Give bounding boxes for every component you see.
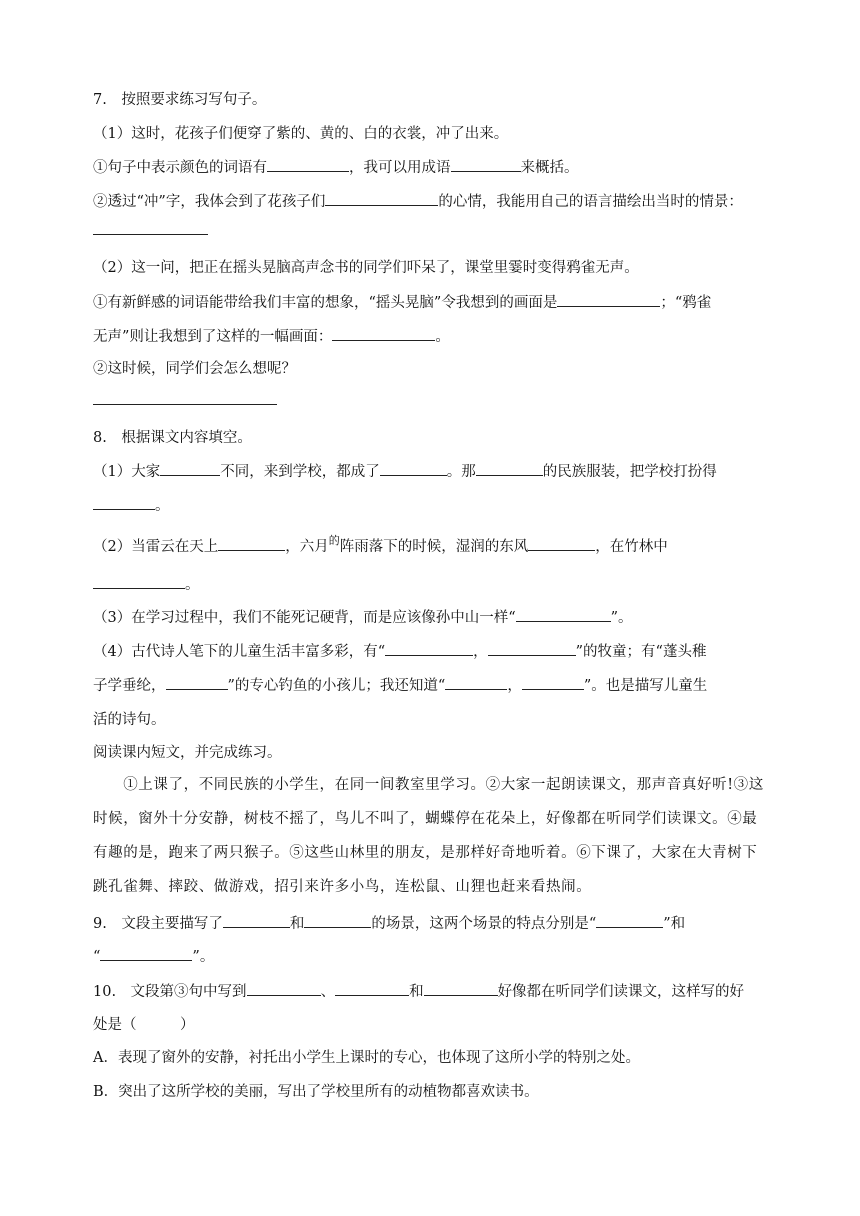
answer-blank[interactable] (522, 675, 584, 690)
answer-blank[interactable] (218, 536, 285, 551)
passage-line: 时候，窗外十分安静，树枝不摇了，鸟儿不叫了，蝴蝶停在花朵上，好像都在听同学们读课文。④最 (93, 811, 758, 827)
answer-blank[interactable] (93, 390, 277, 405)
answer-blank[interactable] (424, 981, 498, 996)
q8-part1-cont: 。 (93, 495, 170, 516)
answer-blank[interactable] (267, 157, 349, 172)
q10-line1: 10. 文段第③句中写到 、 和 好像都在听同学们读课文，这样写的好 (93, 981, 744, 1002)
q8-part1: （1）大家 不同，来到学校，都成了 。那 的民族服装，把学校打扮得 (93, 461, 717, 482)
q10-option-b[interactable]: B．突出了这所学校的美丽，写出了学校里所有的动植物都喜欢读书。 (93, 1084, 539, 1100)
answer-blank[interactable] (476, 461, 543, 476)
answer-blank[interactable] (325, 191, 438, 206)
answer-blank[interactable] (451, 157, 521, 172)
q7-title: 7. 按照要求练习写句子。 (93, 92, 267, 108)
answer-blank[interactable] (557, 292, 660, 307)
answer-blank[interactable] (445, 675, 507, 690)
q9-line2: “ ”。 (93, 946, 214, 967)
answer-blank[interactable] (304, 913, 371, 928)
q7-part1-sentence: （1）这时，花孩子们便穿了紫的、黄的、白的衣裳，冲了出来。 (93, 126, 509, 142)
answer-blank[interactable] (93, 574, 185, 589)
q9-line1: 9. 文段主要描写了 和 的场景，这两个场景的特点分别是“ ”和 (93, 913, 685, 934)
answer-blank[interactable] (516, 607, 611, 622)
q7-item-b: ②透过“冲”字，我体会到了花孩子们 的心情，我能用自己的语言描绘出当时的情景： (93, 191, 743, 212)
q7-item-b-blank-line[interactable] (93, 220, 208, 241)
q10-option-a[interactable]: A．表现了窗外的安静，衬托出小学生上课时的专心，也体现了这所小学的特别之处。 (93, 1050, 640, 1066)
answer-blank[interactable] (100, 946, 192, 961)
q8-part2-cont: 。 (93, 574, 200, 595)
answer-blank[interactable] (380, 461, 447, 476)
answer-blank[interactable] (332, 326, 435, 341)
q8-part4-end: 活的诗句。 (93, 712, 166, 728)
answer-blank[interactable] (528, 536, 595, 551)
q8-part2: （2）当雷云在天上 ，六月$^的$阵雨落下的时候，湿润的东风 ，在竹林中 (93, 534, 668, 555)
answer-blank[interactable] (488, 641, 576, 656)
answer-blank[interactable] (385, 641, 473, 656)
answer-blank[interactable] (335, 981, 409, 996)
passage-line: 有趣的是，跑来了两只猴子。⑤这些山林里的朋友，是那样好奇地听着。⑥下课了，大家在大青树下 (93, 845, 758, 861)
q8-part4-cont: 子学垂纶， ”的专心钓鱼的小孩儿；我还知道“ ， ”。也是描写儿童生 (93, 675, 707, 696)
answer-blank[interactable] (247, 981, 321, 996)
q7-part2-sentence: （2）这一问，把正在摇头晃脑高声念书的同学们吓呆了，课堂里霎时变得鸦雀无声。 (93, 260, 639, 276)
q7-item-a: ①句子中表示颜色的词语有 ，我可以用成语 来概括。 (93, 157, 579, 178)
answer-blank[interactable] (93, 220, 208, 235)
answer-blank[interactable] (160, 461, 220, 476)
reading-intro: 阅读课内短文，并完成练习。 (93, 745, 282, 761)
passage-line: 跳孔雀舞、摔跤、做游戏，招引来许多小鸟，连松鼠、山狸也赶来看热闹。 (93, 879, 592, 895)
q8-part3: （3）在学习过程中，我们不能死记硬背，而是应该像孙中山一样“ ”。 (93, 607, 633, 628)
answer-blank[interactable] (223, 913, 290, 928)
q7-item-c-cont: 无声”则让我想到了这样的一幅画面： 。 (93, 326, 450, 347)
answer-blank[interactable] (596, 913, 663, 928)
q8-part4: （4）古代诗人笔下的儿童生活丰富多彩，有“ ， ”的牧童；有“蓬头稚 (93, 641, 706, 662)
answer-blank[interactable] (93, 495, 155, 510)
passage-line: ①上课了，不同民族的小学生，在同一间教室里学习。②大家一起朗读课文，那声音真好听!③这 (93, 777, 764, 793)
q7-item-d-blank-line[interactable] (93, 390, 277, 411)
q10-line2: 处是（ ） (93, 1017, 195, 1033)
q7-item-c: ①有新鲜感的词语能带给我们丰富的想象，“摇头晃脑”令我想到的画面是 ；“鸦雀 (93, 292, 711, 313)
q7-item-d: ②这时候，同学们会怎么想呢？ (93, 361, 296, 377)
answer-blank[interactable] (166, 675, 228, 690)
q8-title: 8. 根据课文内容填空。 (93, 430, 252, 446)
